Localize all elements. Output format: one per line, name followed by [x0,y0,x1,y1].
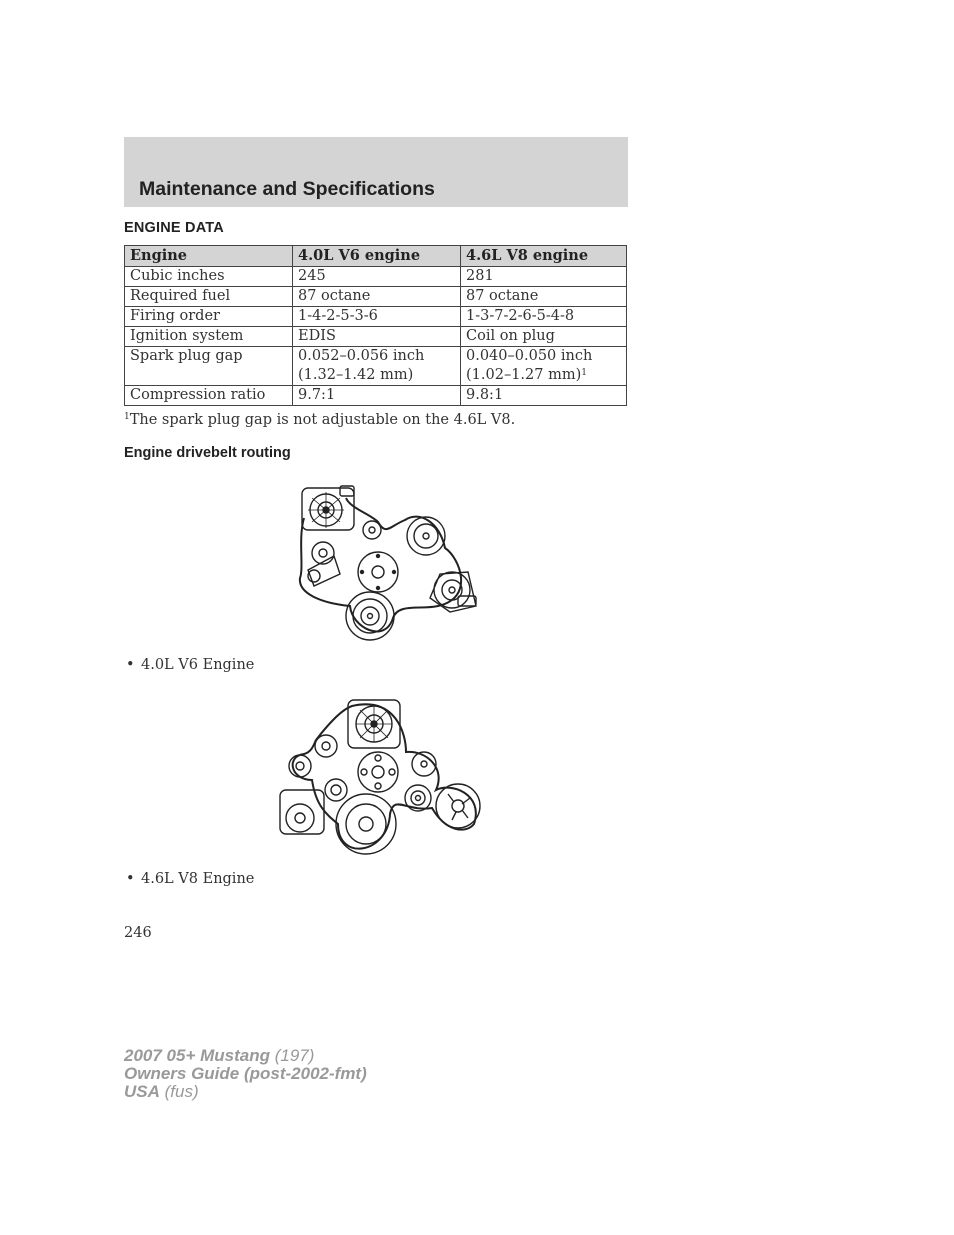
water-pump-pulley-icon [358,552,398,592]
engine-data-heading: ENGINE DATA [124,220,224,236]
table-row [125,386,627,406]
footer-market: USA [124,1082,160,1101]
header-band [124,137,628,207]
tensioner-icon [308,542,340,586]
table-header-row [125,246,627,267]
row-label: Firing order [125,307,293,327]
v6-value: 87 octane [293,287,461,307]
v8-gap-inch: 0.040–0.050 inch [466,348,593,364]
column-header: Engine [125,246,293,267]
v8-value: 9.8:1 [461,386,627,406]
v8-value: Coil on plug [461,327,627,347]
v8-caption-text: 4.6L V8 Engine [141,871,255,887]
bullet-icon: • [126,657,135,673]
page-title: Maintenance and Specifications [139,178,435,200]
table-row [125,347,627,386]
row-label: Required fuel [125,287,293,307]
table-row [125,287,627,307]
drive-belt [293,704,476,848]
alternator-icon [302,486,354,530]
alternator-icon [348,700,400,748]
footer-market-code: (fus) [164,1082,199,1101]
footer-line-3 [124,1083,367,1101]
v8-value [461,347,627,386]
row-label: Compression ratio [125,386,293,406]
ac-compressor-icon [280,790,324,834]
v8-value: 87 octane [461,287,627,307]
v6-value: EDIS [293,327,461,347]
footnote-text: The spark plug gap is not adjustable on the 4.6L V8. [129,412,516,428]
footer-guide: Owners Guide (post-2002-fmt) [124,1064,367,1083]
v6-value: 245 [293,267,461,287]
bullet-icon: • [126,871,135,887]
column-header: 4.6L V8 engine [461,246,627,267]
table-row [125,267,627,287]
v6-drivebelt-diagram [290,478,485,648]
footer-model-code: (197) [274,1046,315,1065]
power-steering-pulley-icon [407,517,445,555]
row-label: Spark plug gap [125,347,293,386]
crankshaft-pulley-icon [336,794,396,854]
footnote-mark: 1 [124,412,130,422]
v8-caption [126,871,254,887]
footnote-ref: 1 [581,368,587,378]
page-number: 246 [124,925,152,941]
column-header: 4.0L V6 engine [293,246,461,267]
v6-caption-text: 4.0L V6 Engine [141,657,255,673]
drivebelt-heading: Engine drivebelt routing [124,445,291,461]
water-pump-pulley-icon [358,752,398,792]
v6-value [293,347,461,386]
footer-model: 2007 05+ Mustang [124,1046,270,1065]
table-row [125,307,627,327]
footer-line-2 [124,1065,367,1083]
row-label: Ignition system [125,327,293,347]
v8-gap-mm: (1.02–1.27 mm) [466,367,582,383]
footnote [124,412,515,428]
v8-drivebelt-diagram [276,694,484,859]
v6-caption [126,657,254,673]
v6-gap-mm: (1.32–1.42 mm) [298,367,414,383]
v8-gap-mm-line [466,366,621,385]
v6-gap-inch: 0.052–0.056 inch [298,348,425,364]
document-footer [124,1047,367,1101]
v6-value: 9.7:1 [293,386,461,406]
v8-value: 281 [461,267,627,287]
footer-line-1 [124,1047,367,1065]
v6-value: 1-4-2-5-3-6 [293,307,461,327]
v8-value: 1-3-7-2-6-5-4-8 [461,307,627,327]
row-label: Cubic inches [125,267,293,287]
engine-data-table [124,245,627,406]
table-row [125,327,627,347]
tensioner-icon [289,755,347,801]
